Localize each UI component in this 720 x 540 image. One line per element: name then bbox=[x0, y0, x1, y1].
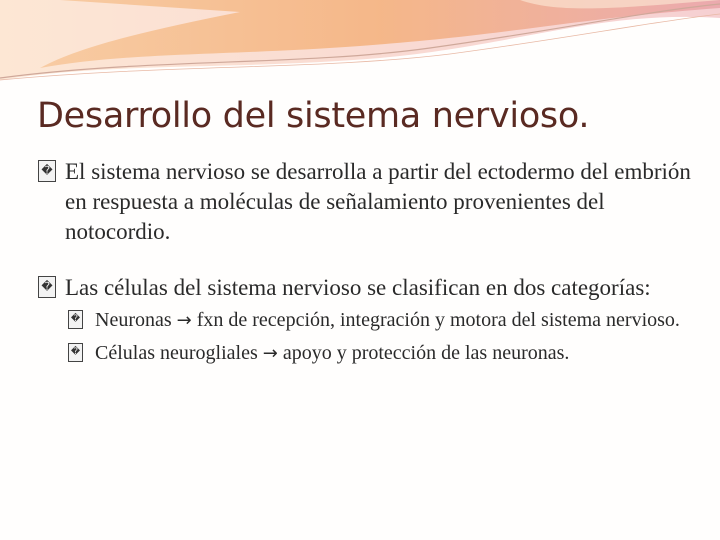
sub-bullet-desc: apoyo y protección de las neuronas. bbox=[282, 342, 570, 364]
slide-title: Desarrollo del sistema nervioso. bbox=[37, 96, 590, 136]
sub-bullet-item bbox=[68, 307, 698, 334]
sub-bullet-item bbox=[68, 340, 698, 367]
bullet-marker-icon: � bbox=[68, 310, 83, 329]
bullet-marker-icon: � bbox=[38, 160, 56, 182]
right-arrow-icon: → bbox=[262, 343, 278, 364]
right-arrow-icon: → bbox=[176, 310, 192, 331]
sub-bullet-list bbox=[38, 307, 698, 367]
sub-bullet-desc: fxn de recepción, integración y motora del sistema nervioso. bbox=[196, 309, 680, 331]
sub-bullet-term: Células neurogliales bbox=[95, 342, 258, 364]
sub-bullet-term: Neuronas bbox=[95, 309, 172, 331]
decorative-header-swoosh bbox=[0, 0, 720, 82]
bullet-item bbox=[38, 273, 698, 303]
bullet-text: Las células del sistema nervioso se clasifican en dos categorías: bbox=[65, 275, 651, 300]
bullet-text: El sistema nervioso se desarrolla a partir del ectodermo del embrión en respuesta a moléculas de señalamiento provenientes del notocordio. bbox=[65, 159, 691, 244]
bullet-marker-icon: � bbox=[38, 276, 56, 298]
bullet-item bbox=[38, 157, 698, 247]
slide-body bbox=[38, 157, 698, 373]
bullet-marker-icon: � bbox=[68, 343, 83, 362]
